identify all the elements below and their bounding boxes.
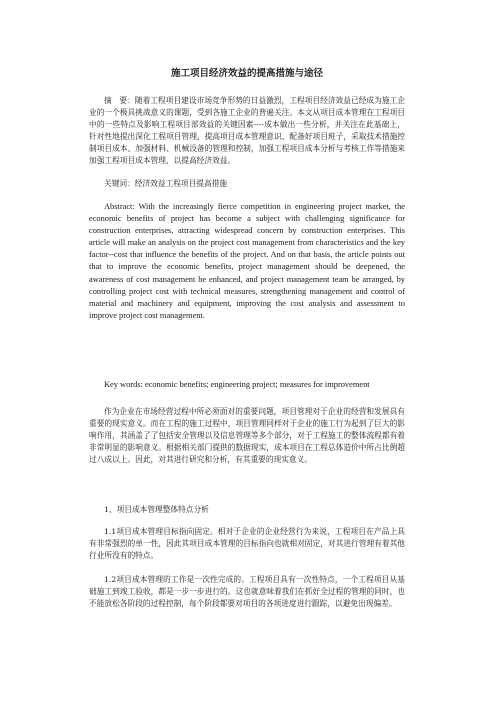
- abstract-english: Abstract: With the increasingly fierce competition in engineering project market, the economic benefits of project has become a subject with challenging significance for construction enterprises, attracting widespread concern by construction enterprises. This article will make an analysis on the project cost management from characteristics and the key factor--cost that influence the benefits of the project. And on that basis, the article points out that to improve the economic benefits, project management should be deepened, the awareness of cost management be enhanced, and project management team be arranged, by controlling project cost with technical measures, strengthening management and control of material and machinery and equipment, improving the cost analysis and assessment to improve project cost management.: [89, 202, 405, 320]
- keywords-chinese: 关键词：经济效益工程项目提高措施: [104, 179, 228, 188]
- section-1-2-paragraph: 1.2项目成本管理的工作是一次性完成的。工程项目具有一次性特点，一个工程项目从基础施工到竣工验收，都是一步一步进行的。这也就意味着我们在抓好全过程的管理的同时，也不能放松各阶段的过程控制，每个阶段都要对项目的各项进度进行跟踪，以避免出现偏差。: [89, 575, 405, 609]
- section-1-1-paragraph: 1.1项目成本管理目标指向固定。相对于企业的企业经营行为来说，工程项目在产品上具有非常强烈的单一性，因此其项目成本管理的目标指向也就相对固定，对其进行管理有着其他行业所没有的特点。: [89, 527, 405, 561]
- abstract-chinese: 摘 要：随着工程项目建设市场竞争形势的日益激烈，工程项目经济效益已经成为施工企业的一个极具挑战意义的课题，受到各施工企业的普遍关注。本文从项目成本管理在工程项目中的一些特点及影响工程项目部效益的关键因素----成本做出一些分析，并关注在此基础上，针对性地提出深化工程项目管理，提高项目成本管理意识、配备好项目班子，采取技术措施控制项目成本、加强材料、机械设备的管理和控制，加强工程项目成本分析与考核工作等措施来加强工程项目成本管理，以提高经济效益。: [89, 96, 405, 166]
- introduction-paragraph: 作为企业在市场经营过程中所必须面对的重要问题，项目管理对于企业的经营和发展具有重要的现实意义。而在工程的施工过程中，项目管理同样对于企业的施工行为起到了巨大的影响作用，其涵盖了了包括安全管理以及信息管理等多个部分，对于工程施工的整体流程都有着非常明显的影响意义。根据相关部门提供的数据现实，成本项目在工程总体造价中所占比例超过八成以上。因此，对其进行研究和分析，有其重要的现实意义。: [89, 407, 405, 465]
- paper-title: 施工项目经济效益的提高措施与途径: [170, 68, 323, 79]
- section-1-heading: 1、项目成本管理整体特点分析: [104, 505, 209, 514]
- keywords-english: Key words: economic benefits; engineering project; measures for improvement: [104, 380, 370, 389]
